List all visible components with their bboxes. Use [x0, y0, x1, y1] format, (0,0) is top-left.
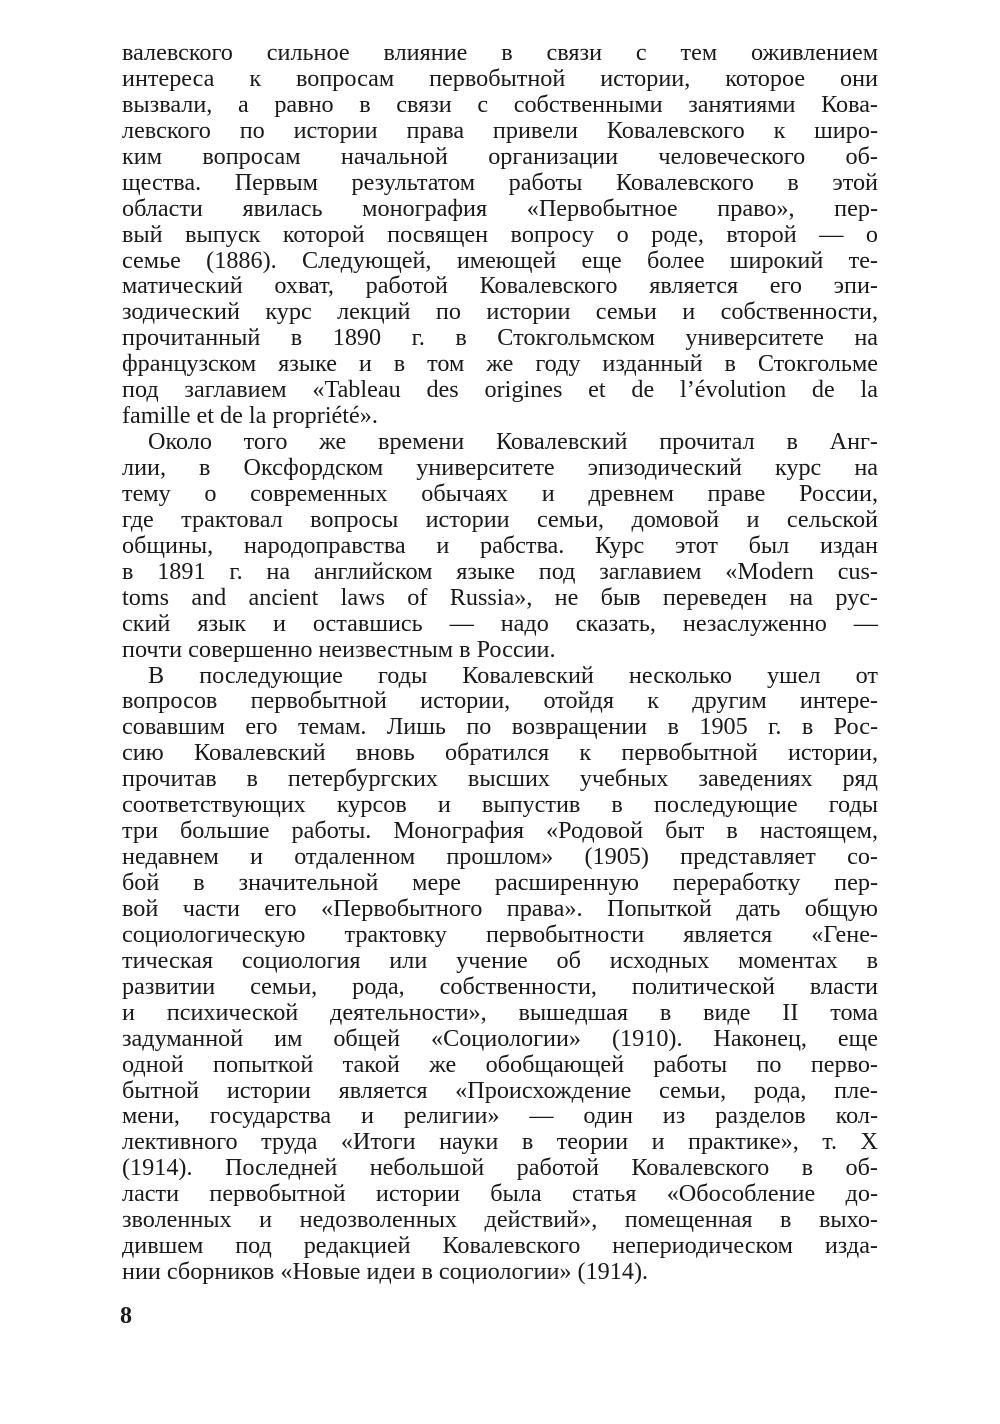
text-line: вызвали, а равно в связи с собственными занятиями Кова- — [122, 90, 878, 118]
paragraph — [122, 663, 878, 1286]
text-line: французском языке и в том же году изданный в Стокгольме — [122, 350, 878, 378]
text-line: интереса к вопросам первобытной истории, которое они — [122, 64, 878, 92]
text-line: в 1891 г. на английском языке под заглавием «Modern cus- — [122, 557, 878, 585]
text-line: ский язык и оставшись — надо сказать, незаслуженно — — [122, 609, 878, 637]
text-line: зволенных и недозволенных действий», помещенная в выхо- — [122, 1206, 878, 1234]
text-line: задуманной им общей «Социологии» (1910). Наконец, еще — [122, 1024, 878, 1052]
text-line: лии, в Оксфордском университете эпизодический курс на — [122, 454, 878, 481]
text-line: Около того же времени Ковалевский прочитал в Анг- — [148, 428, 878, 456]
text-line: щества. Первым результатом работы Ковалевского в этой — [122, 168, 878, 196]
text-line: В последующие годы Ковалевский несколько ушел от — [148, 661, 878, 689]
text-line: famille et de la propriété». — [122, 402, 378, 430]
paragraph — [122, 40, 878, 429]
text-line: левского по истории права привели Ковалевского к широ- — [122, 116, 878, 144]
body-text — [122, 40, 878, 1285]
text-line: тему о современных обычаях и древнем праве России, — [122, 479, 878, 507]
text-line: ким вопросам начальной организации человеческого об- — [122, 142, 878, 170]
text-line: социологическую трактовку первобытности является «Гене- — [122, 920, 878, 948]
paragraph — [122, 429, 878, 662]
page-number: 8 — [120, 1303, 132, 1329]
text-line: валевского сильное влияние в связи с тем оживлением — [122, 39, 878, 66]
text-line: дившем под редакцией Ковалевского непериодическом изда- — [122, 1232, 878, 1260]
text-line: вопросов первобытной истории, отойдя к другим интере- — [122, 687, 878, 715]
text-line: общины, народоправства и рабства. Курс этот был издан — [122, 531, 878, 559]
text-line: одной попыткой такой же обобщающей работы по перво- — [122, 1050, 878, 1078]
text-line: лективного труда «Итоги науки в теории и практике», т. X — [122, 1128, 878, 1156]
text-line: области явилась монография «Первобытное право», пер- — [122, 194, 878, 222]
text-line: прочитав в петербургских высших учебных заведениях ряд — [122, 765, 878, 793]
text-line: матический охват, работой Ковалевского является его эпи- — [122, 272, 878, 300]
text-line: соответствующих курсов и выпустив в последующие годы — [122, 791, 878, 819]
text-line: и психической деятельности», вышедшая в виде II тома — [122, 998, 878, 1026]
text-line: развитии семьи, рода, собственности, политической власти — [122, 972, 878, 1000]
text-line: семье (1886). Следующей, имеющей еще более широкий те- — [122, 246, 878, 274]
text-line: вой части его «Первобытного права». Попыткой дать общую — [122, 894, 878, 922]
text-line: toms and ancient laws of Russia», не быв переведен на рус- — [122, 583, 878, 611]
text-line: почти совершенно неизвестным в России. — [122, 635, 556, 663]
text-line: зодический курс лекций по истории семьи и собственности, — [122, 298, 878, 326]
text-line: вый выпуск которой посвящен вопросу о роде, второй — о — [122, 220, 878, 248]
text-line: прочитанный в 1890 г. в Стокгольмском университете на — [122, 324, 878, 352]
text-line: мени, государства и религии» — один из разделов кол- — [122, 1102, 878, 1130]
text-line: бой в значительной мере расширенную переработку пер- — [122, 869, 878, 896]
text-line: совавшим его темам. Лишь по возвращении в 1905 г. в Рос- — [122, 713, 878, 741]
text-line: три большие работы. Монография «Родовой быт в настоящем, — [122, 817, 878, 845]
text-line: сию Ковалевский вновь обратился к первобытной истории, — [122, 739, 878, 767]
text-line: где трактовал вопросы истории семьи, домовой и сельской — [122, 505, 878, 533]
text-line: нии сборников «Новые идеи в социологии» (1914). — [122, 1258, 649, 1286]
text-line: под заглавием «Tableau des origines et de l’évolution de la — [122, 376, 878, 404]
text-line: (1914). Последней небольшой работой Ковалевского в об- — [122, 1154, 878, 1182]
text-line: тическая социология или учение об исходных моментах в — [122, 946, 878, 974]
text-line: ласти первобытной истории была статья «Обособление до- — [122, 1180, 878, 1208]
text-line: недавнем и отдаленном прошлом» (1905) представляет со- — [122, 843, 878, 871]
text-line: бытной истории является «Происхождение семьи, рода, пле- — [122, 1076, 878, 1104]
